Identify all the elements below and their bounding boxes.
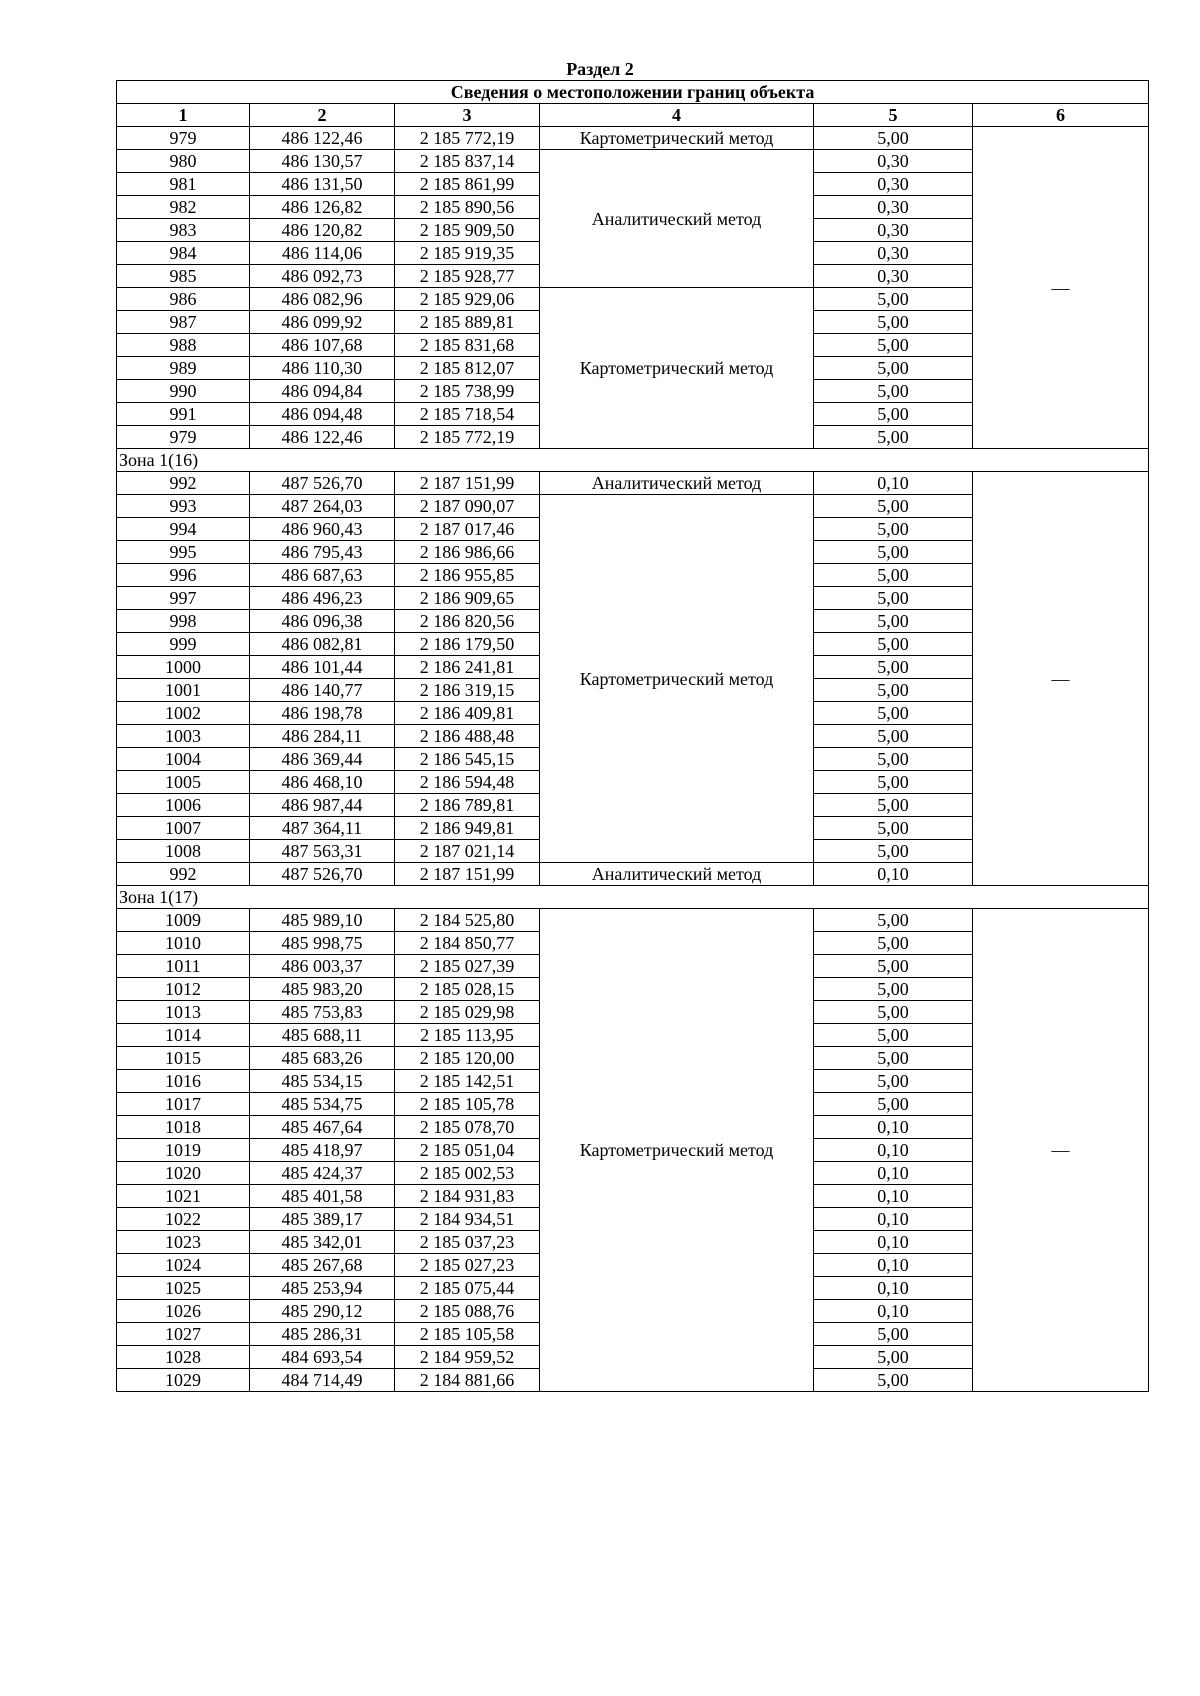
accuracy: 0,10 bbox=[814, 1231, 973, 1254]
coord-y: 2 185 029,98 bbox=[395, 1001, 540, 1024]
coord-y: 2 184 881,66 bbox=[395, 1369, 540, 1392]
coord-y: 2 186 986,66 bbox=[395, 541, 540, 564]
point-number: 1028 bbox=[117, 1346, 250, 1369]
accuracy: 5,00 bbox=[814, 1093, 973, 1116]
coord-y: 2 186 949,81 bbox=[395, 817, 540, 840]
accuracy: 5,00 bbox=[814, 1001, 973, 1024]
accuracy: 5,00 bbox=[814, 771, 973, 794]
coord-y: 2 185 909,50 bbox=[395, 219, 540, 242]
point-number: 1001 bbox=[117, 679, 250, 702]
method-cell: Аналитический метод bbox=[540, 150, 814, 288]
column-header: 5 bbox=[814, 104, 973, 127]
coord-x: 486 107,68 bbox=[250, 334, 395, 357]
zone-row bbox=[117, 449, 1149, 472]
coord-x: 486 082,96 bbox=[250, 288, 395, 311]
point-number: 1011 bbox=[117, 955, 250, 978]
accuracy: 5,00 bbox=[814, 564, 973, 587]
method-cell: Картометрический метод bbox=[540, 127, 814, 150]
coord-y: 2 186 909,65 bbox=[395, 587, 540, 610]
coord-x: 485 998,75 bbox=[250, 932, 395, 955]
coord-x: 485 534,15 bbox=[250, 1070, 395, 1093]
point-number: 1000 bbox=[117, 656, 250, 679]
coord-y: 2 185 002,53 bbox=[395, 1162, 540, 1185]
coord-y: 2 185 078,70 bbox=[395, 1116, 540, 1139]
coord-x: 486 468,10 bbox=[250, 771, 395, 794]
coord-x: 485 401,58 bbox=[250, 1185, 395, 1208]
point-number: 1019 bbox=[117, 1139, 250, 1162]
coord-x: 486 092,73 bbox=[250, 265, 395, 288]
coord-y: 2 185 861,99 bbox=[395, 173, 540, 196]
point-number: 982 bbox=[117, 196, 250, 219]
coord-x: 486 101,44 bbox=[250, 656, 395, 679]
accuracy: 0,30 bbox=[814, 242, 973, 265]
point-number: 995 bbox=[117, 541, 250, 564]
coord-x: 486 120,82 bbox=[250, 219, 395, 242]
accuracy: 5,00 bbox=[814, 748, 973, 771]
coord-x: 486 369,44 bbox=[250, 748, 395, 771]
coord-x: 485 467,64 bbox=[250, 1116, 395, 1139]
coord-x: 485 290,12 bbox=[250, 1300, 395, 1323]
point-number: 1015 bbox=[117, 1047, 250, 1070]
coord-y: 2 186 241,81 bbox=[395, 656, 540, 679]
accuracy: 5,00 bbox=[814, 518, 973, 541]
point-number: 991 bbox=[117, 403, 250, 426]
coord-y: 2 185 088,76 bbox=[395, 1300, 540, 1323]
coord-x: 486 099,92 bbox=[250, 311, 395, 334]
coord-y: 2 185 113,95 bbox=[395, 1024, 540, 1047]
coord-y: 2 185 928,77 bbox=[395, 265, 540, 288]
coord-y: 2 184 959,52 bbox=[395, 1346, 540, 1369]
point-number: 981 bbox=[117, 173, 250, 196]
coord-x: 485 424,37 bbox=[250, 1162, 395, 1185]
column-header: 3 bbox=[395, 104, 540, 127]
table-caption: Сведения о местоположении границ объекта bbox=[117, 81, 1149, 104]
coord-y: 2 185 142,51 bbox=[395, 1070, 540, 1093]
accuracy: 5,00 bbox=[814, 334, 973, 357]
point-number: 1025 bbox=[117, 1277, 250, 1300]
coord-y: 2 186 409,81 bbox=[395, 702, 540, 725]
coord-y: 2 184 934,51 bbox=[395, 1208, 540, 1231]
accuracy: 5,00 bbox=[814, 909, 973, 932]
accuracy: 5,00 bbox=[814, 817, 973, 840]
point-number: 1010 bbox=[117, 932, 250, 955]
point-number: 1018 bbox=[117, 1116, 250, 1139]
coord-y: 2 187 021,14 bbox=[395, 840, 540, 863]
accuracy: 5,00 bbox=[814, 955, 973, 978]
accuracy: 5,00 bbox=[814, 357, 973, 380]
accuracy: 5,00 bbox=[814, 725, 973, 748]
accuracy: 5,00 bbox=[814, 403, 973, 426]
point-number: 980 bbox=[117, 150, 250, 173]
column-header: 1 bbox=[117, 104, 250, 127]
point-number: 979 bbox=[117, 127, 250, 150]
accuracy: 5,00 bbox=[814, 1369, 973, 1392]
zone-row bbox=[117, 886, 1149, 909]
column-header: 4 bbox=[540, 104, 814, 127]
point-number: 996 bbox=[117, 564, 250, 587]
point-number: 990 bbox=[117, 380, 250, 403]
coord-y: 2 185 105,58 bbox=[395, 1323, 540, 1346]
coord-y: 2 187 151,99 bbox=[395, 472, 540, 495]
coord-y: 2 186 179,50 bbox=[395, 633, 540, 656]
coord-x: 486 003,37 bbox=[250, 955, 395, 978]
point-number: 989 bbox=[117, 357, 250, 380]
accuracy: 5,00 bbox=[814, 656, 973, 679]
coord-x: 485 683,26 bbox=[250, 1047, 395, 1070]
coord-y: 2 184 850,77 bbox=[395, 932, 540, 955]
point-number: 992 bbox=[117, 863, 250, 886]
coord-x: 486 094,48 bbox=[250, 403, 395, 426]
coord-y: 2 186 820,56 bbox=[395, 610, 540, 633]
accuracy: 0,10 bbox=[814, 1162, 973, 1185]
point-number: 979 bbox=[117, 426, 250, 449]
accuracy: 5,00 bbox=[814, 794, 973, 817]
coord-x: 487 264,03 bbox=[250, 495, 395, 518]
point-number: 1027 bbox=[117, 1323, 250, 1346]
coord-x: 484 693,54 bbox=[250, 1346, 395, 1369]
point-number: 1008 bbox=[117, 840, 250, 863]
accuracy: 0,10 bbox=[814, 1185, 973, 1208]
point-number: 1006 bbox=[117, 794, 250, 817]
coord-x: 485 253,94 bbox=[250, 1277, 395, 1300]
coord-x: 486 496,23 bbox=[250, 587, 395, 610]
coord-y: 2 185 075,44 bbox=[395, 1277, 540, 1300]
accuracy: 5,00 bbox=[814, 1346, 973, 1369]
accuracy: 0,30 bbox=[814, 219, 973, 242]
table-caption-row bbox=[117, 81, 1149, 104]
point-number: 1003 bbox=[117, 725, 250, 748]
coord-x: 486 284,11 bbox=[250, 725, 395, 748]
accuracy: 5,00 bbox=[814, 633, 973, 656]
coord-x: 486 987,44 bbox=[250, 794, 395, 817]
accuracy: 5,00 bbox=[814, 587, 973, 610]
coord-x: 486 122,46 bbox=[250, 127, 395, 150]
coord-x: 486 110,30 bbox=[250, 357, 395, 380]
point-number: 1012 bbox=[117, 978, 250, 1001]
coord-y: 2 184 931,83 bbox=[395, 1185, 540, 1208]
accuracy: 5,00 bbox=[814, 1047, 973, 1070]
point-number: 1026 bbox=[117, 1300, 250, 1323]
coord-y: 2 185 889,81 bbox=[395, 311, 540, 334]
coord-y: 2 185 051,04 bbox=[395, 1139, 540, 1162]
coord-x: 485 286,31 bbox=[250, 1323, 395, 1346]
zone-label: Зона 1(16) bbox=[117, 449, 1149, 472]
coord-x: 486 096,38 bbox=[250, 610, 395, 633]
coord-y: 2 186 545,15 bbox=[395, 748, 540, 771]
column-header: 6 bbox=[973, 104, 1149, 127]
coord-y: 2 186 319,15 bbox=[395, 679, 540, 702]
table-row bbox=[117, 127, 1149, 150]
accuracy: 0,10 bbox=[814, 1300, 973, 1323]
point-number: 999 bbox=[117, 633, 250, 656]
accuracy: 5,00 bbox=[814, 311, 973, 334]
coord-x: 484 714,49 bbox=[250, 1369, 395, 1392]
coord-y: 2 185 772,19 bbox=[395, 127, 540, 150]
accuracy: 5,00 bbox=[814, 840, 973, 863]
point-number: 1014 bbox=[117, 1024, 250, 1047]
point-number: 1021 bbox=[117, 1185, 250, 1208]
coord-x: 485 389,17 bbox=[250, 1208, 395, 1231]
point-number: 1013 bbox=[117, 1001, 250, 1024]
coord-x: 486 795,43 bbox=[250, 541, 395, 564]
coord-x: 486 131,50 bbox=[250, 173, 395, 196]
point-number: 993 bbox=[117, 495, 250, 518]
point-number: 1004 bbox=[117, 748, 250, 771]
coord-y: 2 185 027,39 bbox=[395, 955, 540, 978]
coord-y: 2 185 772,19 bbox=[395, 426, 540, 449]
coord-y: 2 186 955,85 bbox=[395, 564, 540, 587]
accuracy: 5,00 bbox=[814, 978, 973, 1001]
coord-x: 485 342,01 bbox=[250, 1231, 395, 1254]
accuracy: 0,10 bbox=[814, 1254, 973, 1277]
column-6-dash: — bbox=[973, 472, 1149, 886]
coord-x: 486 198,78 bbox=[250, 702, 395, 725]
coord-y: 2 186 488,48 bbox=[395, 725, 540, 748]
coord-x: 485 534,75 bbox=[250, 1093, 395, 1116]
point-number: 1020 bbox=[117, 1162, 250, 1185]
coord-x: 486 130,57 bbox=[250, 150, 395, 173]
coord-x: 486 960,43 bbox=[250, 518, 395, 541]
section-title: Раздел 2 bbox=[566, 59, 634, 79]
coord-x: 485 753,83 bbox=[250, 1001, 395, 1024]
point-number: 1002 bbox=[117, 702, 250, 725]
boundary-coordinates-table bbox=[116, 80, 1149, 1392]
coord-x: 487 364,11 bbox=[250, 817, 395, 840]
coord-x: 487 526,70 bbox=[250, 472, 395, 495]
accuracy: 5,00 bbox=[814, 932, 973, 955]
column-header-row bbox=[117, 104, 1149, 127]
coord-y: 2 187 017,46 bbox=[395, 518, 540, 541]
accuracy: 0,10 bbox=[814, 1116, 973, 1139]
accuracy: 5,00 bbox=[814, 1070, 973, 1093]
coord-y: 2 185 831,68 bbox=[395, 334, 540, 357]
coord-x: 485 418,97 bbox=[250, 1139, 395, 1162]
accuracy: 5,00 bbox=[814, 1323, 973, 1346]
point-number: 1005 bbox=[117, 771, 250, 794]
point-number: 1007 bbox=[117, 817, 250, 840]
coord-x: 486 082,81 bbox=[250, 633, 395, 656]
point-number: 1023 bbox=[117, 1231, 250, 1254]
coord-y: 2 184 525,80 bbox=[395, 909, 540, 932]
coord-x: 485 983,20 bbox=[250, 978, 395, 1001]
point-number: 985 bbox=[117, 265, 250, 288]
accuracy: 5,00 bbox=[814, 127, 973, 150]
coord-y: 2 186 789,81 bbox=[395, 794, 540, 817]
point-number: 988 bbox=[117, 334, 250, 357]
accuracy: 0,30 bbox=[814, 150, 973, 173]
table-row bbox=[117, 472, 1149, 495]
method-cell: Картометрический метод bbox=[540, 288, 814, 449]
coord-x: 486 687,63 bbox=[250, 564, 395, 587]
coord-y: 2 185 738,99 bbox=[395, 380, 540, 403]
accuracy: 5,00 bbox=[814, 380, 973, 403]
accuracy: 0,30 bbox=[814, 173, 973, 196]
coord-y: 2 185 028,15 bbox=[395, 978, 540, 1001]
accuracy: 0,30 bbox=[814, 196, 973, 219]
coord-x: 485 989,10 bbox=[250, 909, 395, 932]
coord-y: 2 185 919,35 bbox=[395, 242, 540, 265]
coord-y: 2 187 090,07 bbox=[395, 495, 540, 518]
accuracy: 0,10 bbox=[814, 472, 973, 495]
coord-y: 2 185 812,07 bbox=[395, 357, 540, 380]
point-number: 1017 bbox=[117, 1093, 250, 1116]
point-number: 992 bbox=[117, 472, 250, 495]
coord-y: 2 186 594,48 bbox=[395, 771, 540, 794]
coord-y: 2 185 718,54 bbox=[395, 403, 540, 426]
coord-x: 486 126,82 bbox=[250, 196, 395, 219]
point-number: 984 bbox=[117, 242, 250, 265]
coord-x: 485 267,68 bbox=[250, 1254, 395, 1277]
method-cell: Картометрический метод bbox=[540, 495, 814, 863]
accuracy: 5,00 bbox=[814, 610, 973, 633]
coord-y: 2 185 120,00 bbox=[395, 1047, 540, 1070]
accuracy: 5,00 bbox=[814, 426, 973, 449]
accuracy: 0,30 bbox=[814, 265, 973, 288]
coord-y: 2 185 105,78 bbox=[395, 1093, 540, 1116]
point-number: 1022 bbox=[117, 1208, 250, 1231]
accuracy: 0,10 bbox=[814, 1277, 973, 1300]
accuracy: 5,00 bbox=[814, 288, 973, 311]
coord-x: 485 688,11 bbox=[250, 1024, 395, 1047]
point-number: 987 bbox=[117, 311, 250, 334]
coord-x: 486 094,84 bbox=[250, 380, 395, 403]
accuracy: 0,10 bbox=[814, 863, 973, 886]
coord-y: 2 185 890,56 bbox=[395, 196, 540, 219]
accuracy: 5,00 bbox=[814, 541, 973, 564]
zone-label: Зона 1(17) bbox=[117, 886, 1149, 909]
coord-x: 487 526,70 bbox=[250, 863, 395, 886]
coord-x: 486 122,46 bbox=[250, 426, 395, 449]
point-number: 997 bbox=[117, 587, 250, 610]
method-cell: Аналитический метод bbox=[540, 863, 814, 886]
coord-y: 2 187 151,99 bbox=[395, 863, 540, 886]
coord-y: 2 185 929,06 bbox=[395, 288, 540, 311]
table-row bbox=[117, 909, 1149, 932]
accuracy: 0,10 bbox=[814, 1139, 973, 1162]
column-6-dash: — bbox=[973, 909, 1149, 1392]
coord-x: 486 140,77 bbox=[250, 679, 395, 702]
point-number: 983 bbox=[117, 219, 250, 242]
point-number: 998 bbox=[117, 610, 250, 633]
point-number: 1016 bbox=[117, 1070, 250, 1093]
point-number: 1024 bbox=[117, 1254, 250, 1277]
accuracy: 5,00 bbox=[814, 679, 973, 702]
point-number: 994 bbox=[117, 518, 250, 541]
coord-y: 2 185 837,14 bbox=[395, 150, 540, 173]
accuracy: 5,00 bbox=[814, 495, 973, 518]
column-6-dash: — bbox=[973, 127, 1149, 449]
point-number: 986 bbox=[117, 288, 250, 311]
accuracy: 0,10 bbox=[814, 1208, 973, 1231]
point-number: 1009 bbox=[117, 909, 250, 932]
accuracy: 5,00 bbox=[814, 1024, 973, 1047]
method-cell: Аналитический метод bbox=[540, 472, 814, 495]
coord-y: 2 185 027,23 bbox=[395, 1254, 540, 1277]
point-number: 1029 bbox=[117, 1369, 250, 1392]
accuracy: 5,00 bbox=[814, 702, 973, 725]
column-header: 2 bbox=[250, 104, 395, 127]
coord-x: 486 114,06 bbox=[250, 242, 395, 265]
method-cell: Картометрический метод bbox=[540, 909, 814, 1392]
coord-y: 2 185 037,23 bbox=[395, 1231, 540, 1254]
coord-x: 487 563,31 bbox=[250, 840, 395, 863]
